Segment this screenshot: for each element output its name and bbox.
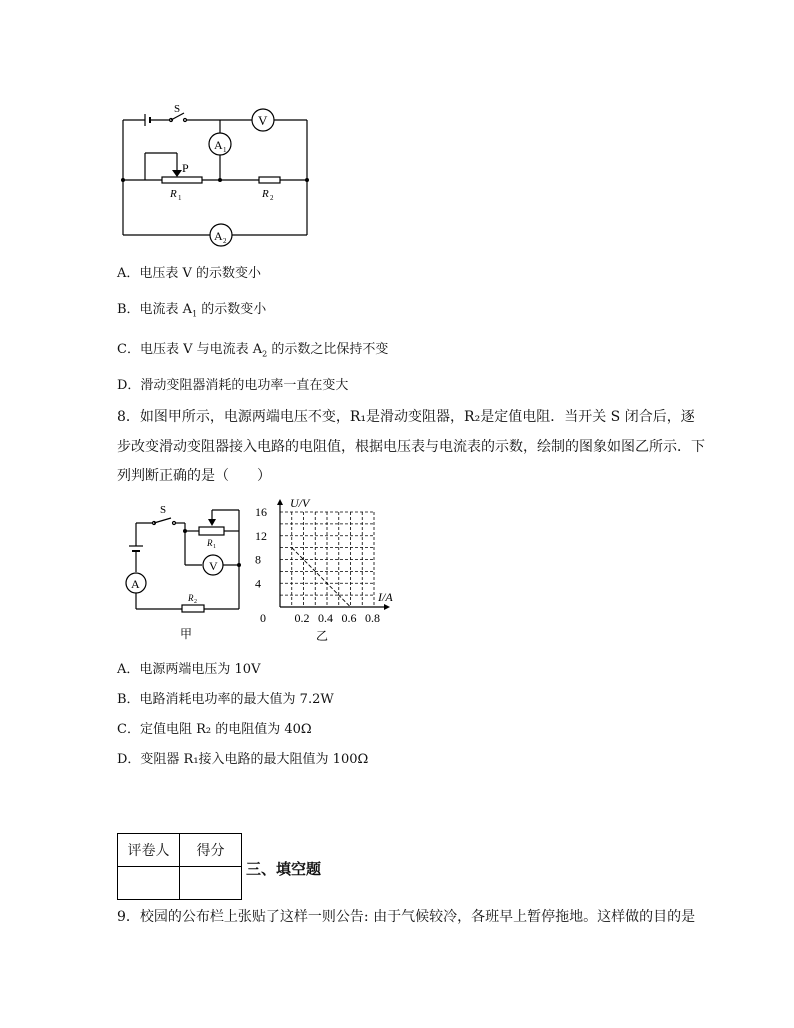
y-axis-arrow	[277, 499, 283, 505]
chart-xlabel: I/A	[378, 590, 393, 604]
q7-option-c-sub: 2	[262, 349, 268, 359]
q7-option-b	[117, 298, 266, 319]
x-axis-arrow	[384, 604, 390, 610]
jia-switch-label: S	[160, 504, 167, 516]
q8-stem-line2: 步改变滑动变阻器接入电路的电阻值，根据电压表与电流表的示数，绘制的图象如图乙所示．下	[117, 439, 705, 455]
q7-option-b-sub: 1	[192, 309, 198, 319]
section-title: 三、填空题	[246, 860, 322, 878]
q8-option-a: A．电源两端电压为 10V	[117, 662, 261, 677]
r2-label: R	[262, 188, 269, 200]
switch-label: S	[174, 103, 181, 115]
chart-caption: 乙	[316, 629, 329, 643]
ammeter2-sub: 2	[223, 237, 227, 245]
score-table-header-grader: 评卷人	[118, 834, 180, 867]
circuit-diagram-jia	[118, 498, 253, 646]
ammeter1-label: A	[214, 138, 223, 152]
q8-stem-line3: 列判断正确的是（ ）	[117, 468, 271, 484]
score-table-grader-cell[interactable]	[118, 867, 180, 900]
q8-option-d: D．变阻器 R₁接入电路的最大阻值为 100Ω	[117, 752, 369, 767]
ammeter1-sub: 1	[223, 146, 227, 154]
x-tick-label: 0.6	[341, 611, 357, 625]
q7-option-c	[117, 338, 388, 359]
jia-voltmeter-label: V	[209, 559, 218, 573]
q7-option-c-text-2: 的示数之比保持不变	[267, 342, 389, 357]
score-table-header-score: 得分	[180, 834, 242, 867]
y-tick-label: 4	[255, 576, 261, 591]
r1-sub: 1	[178, 194, 182, 202]
y-tick-label: 8	[255, 552, 261, 567]
y-tick-label: 16	[255, 505, 267, 519]
q7-option-b-text: B．电流表 A	[117, 302, 193, 317]
q7-option-b-text-2: 的示数变小	[197, 302, 267, 317]
slider-label: P	[182, 161, 189, 175]
jia-ammeter-label: A	[131, 577, 140, 591]
score-table-score-cell[interactable]	[180, 867, 242, 900]
ammeter2-label: A	[214, 229, 223, 243]
data-line	[292, 548, 351, 607]
r1-label: R	[170, 188, 177, 200]
q7-option-c-text: C．电压表 V 与电流表 A	[117, 342, 263, 357]
circuit-diagram-q7	[110, 95, 320, 250]
voltmeter-label: V	[258, 113, 268, 128]
x-tick-label: 0.8	[365, 611, 380, 625]
r2-sub: 2	[270, 194, 274, 202]
chart-ylabel: U/V	[290, 496, 310, 510]
x-tick-label: 0.2	[294, 611, 310, 625]
jia-caption: 甲	[180, 627, 193, 641]
jia-r1-sub: 1	[213, 544, 216, 550]
jia-r2-sub: 2	[194, 599, 197, 605]
q9-stem-line1: 9．校园的公布栏上张贴了这样一则公告: 由于气候较冷，各班早上暂停拖地。这样做的目的是	[117, 909, 696, 925]
y-tick-label: 12	[255, 528, 267, 543]
chart-origin-label: 0	[260, 611, 266, 625]
jia-r2-label: R	[188, 593, 194, 603]
ui-graph-yi	[250, 495, 410, 647]
score-table	[117, 833, 242, 900]
q8-option-c: C．定值电阻 R₂ 的电阻值为 40Ω	[117, 722, 312, 737]
q8-stem-line1: 8．如图甲所示，电源两端电压不变，R₁是滑动变阻器，R₂是定值电阻．当开关 S 闭合后，逐	[117, 409, 695, 425]
x-tick-label: 0.4	[318, 611, 333, 625]
q7-option-d: D．滑动变阻器消耗的电功率一直在变大	[117, 378, 349, 393]
jia-r1-label: R	[207, 538, 213, 548]
q8-option-b: B．电路消耗电功率的最大值为 7.2W	[117, 692, 334, 707]
q7-option-a: A．电压表 V 的示数变小	[117, 266, 262, 281]
